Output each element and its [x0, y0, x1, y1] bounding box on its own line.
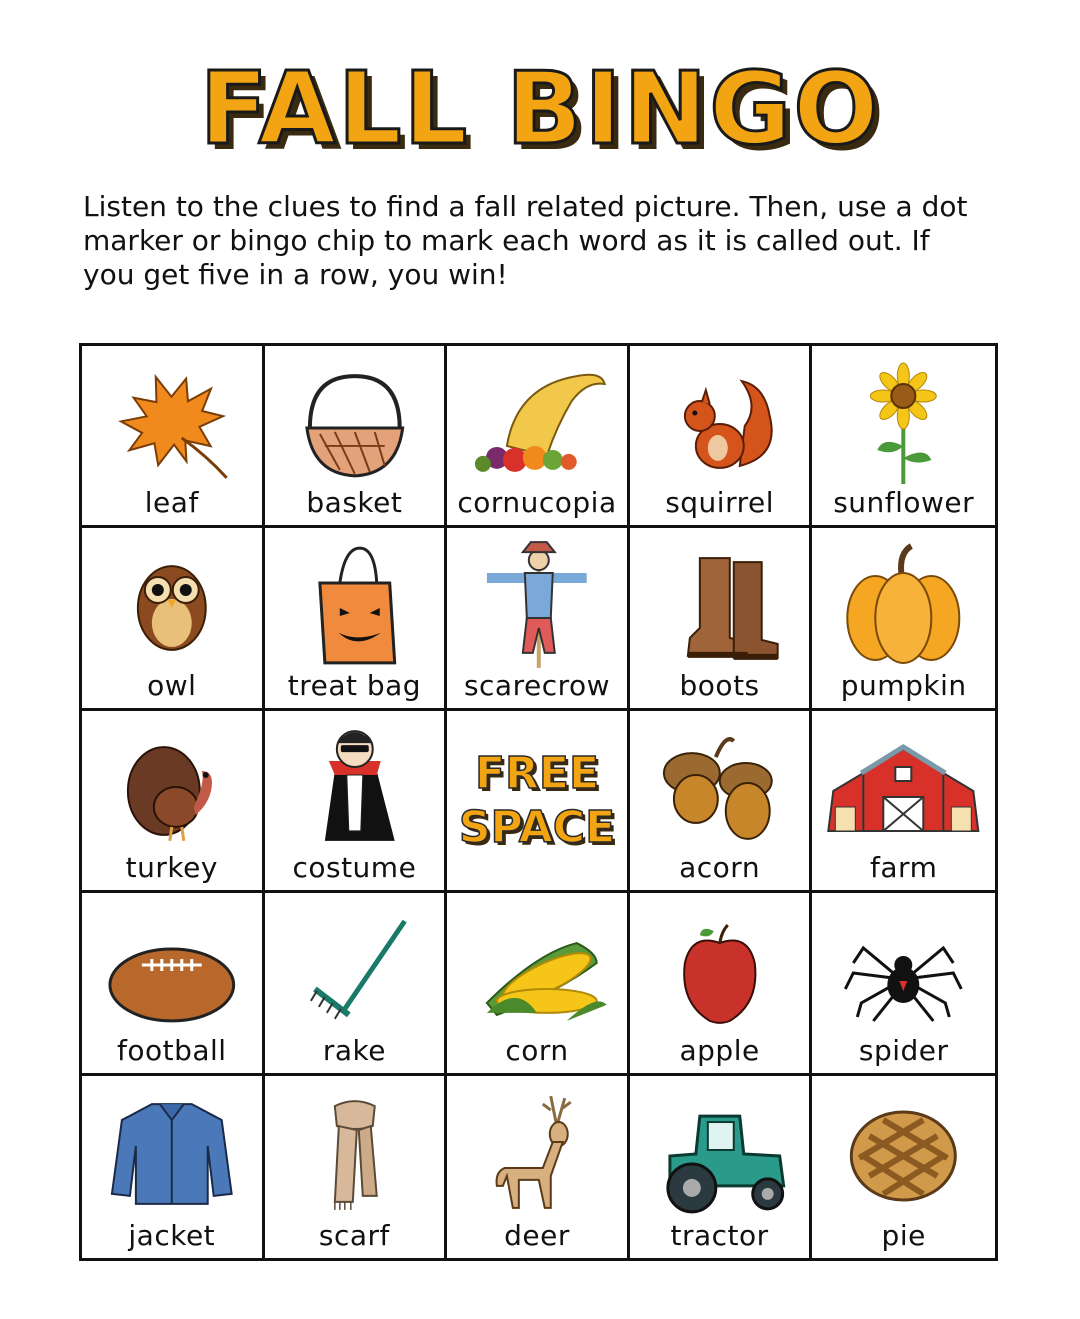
bingo-cell-leaf[interactable] [82, 346, 265, 528]
bingo-cell-owl[interactable] [82, 528, 265, 710]
cell-label: farm [870, 851, 938, 885]
vampire-costume-icon [265, 711, 445, 856]
bingo-cell-farm[interactable] [812, 711, 995, 893]
bingo-cell-pie[interactable] [812, 1076, 995, 1258]
cell-label: rake [322, 1033, 386, 1067]
instructions-text: Listen to the clues to find a fall related picture. Then, use a dot marker or bingo chip to mark each word as it is called out. If you get five in a row, you win! [83, 190, 968, 291]
page-title: FALL BINGO [199, 50, 881, 167]
bingo-cell-acorn[interactable] [630, 711, 813, 893]
bingo-cell-scarf[interactable] [265, 1076, 448, 1258]
cell-label: tractor [670, 1218, 769, 1252]
cell-label: costume [292, 851, 417, 885]
cell-label: sunflower [833, 486, 975, 520]
apple-icon [630, 893, 810, 1038]
pie-icon [812, 1076, 995, 1221]
bingo-cell-sunflower[interactable] [812, 346, 995, 528]
cell-label: pie [881, 1218, 926, 1252]
basket-icon [265, 346, 445, 491]
corn-icon [447, 893, 627, 1038]
cell-label: squirrel [665, 486, 774, 520]
bingo-cell-treat-bag[interactable] [265, 528, 448, 710]
cell-label: basket [306, 486, 403, 520]
bingo-cell-cornucopia[interactable] [447, 346, 630, 528]
bingo-cell-free-space[interactable] [447, 711, 630, 893]
bingo-cell-corn[interactable] [447, 893, 630, 1075]
football-icon [82, 893, 262, 1038]
maple-leaf-icon [82, 346, 262, 491]
cell-label: scarecrow [463, 668, 611, 702]
bingo-cell-spider[interactable] [812, 893, 995, 1075]
cell-label: boots [679, 668, 760, 702]
bingo-cell-apple[interactable] [630, 893, 813, 1075]
scarf-icon [265, 1076, 445, 1221]
bingo-cell-boots[interactable] [630, 528, 813, 710]
bingo-card [79, 343, 998, 1261]
cell-label: acorn [679, 851, 761, 885]
bingo-cell-costume[interactable] [265, 711, 448, 893]
bingo-cell-squirrel[interactable] [630, 346, 813, 528]
cell-label: jacket [128, 1218, 216, 1252]
acorn-icon [630, 711, 810, 856]
bingo-cell-scarecrow[interactable] [447, 528, 630, 710]
treat-bag-icon [265, 528, 445, 673]
cell-label: treat bag [287, 668, 422, 702]
bingo-cell-tractor[interactable] [630, 1076, 813, 1258]
bingo-cell-pumpkin[interactable] [812, 528, 995, 710]
sunflower-icon [812, 346, 995, 491]
cell-label: deer [504, 1218, 570, 1252]
cell-label: cornucopia [457, 486, 617, 520]
bingo-cell-turkey[interactable] [82, 711, 265, 893]
scarecrow-icon [447, 528, 627, 673]
bingo-cell-basket[interactable] [265, 346, 448, 528]
cell-label: turkey [125, 851, 218, 885]
spider-icon [812, 893, 995, 1038]
rake-icon [265, 893, 445, 1038]
turkey-icon [82, 711, 262, 856]
owl-icon [82, 528, 262, 673]
free-space-text: FREE SPACE [458, 747, 616, 853]
denim-jacket-icon [82, 1076, 262, 1221]
bingo-cell-football[interactable] [82, 893, 265, 1075]
cell-label: corn [505, 1033, 569, 1067]
deer-icon [447, 1076, 627, 1221]
cell-label: spider [858, 1033, 949, 1067]
cell-label: apple [679, 1033, 760, 1067]
cell-label: owl [147, 668, 197, 702]
barn-icon [812, 711, 995, 856]
bingo-cell-rake[interactable] [265, 893, 448, 1075]
cell-label: scarf [318, 1218, 390, 1252]
boots-icon [630, 528, 810, 673]
squirrel-icon [630, 346, 810, 491]
cell-label: pumpkin [840, 668, 967, 702]
bingo-cell-jacket[interactable] [82, 1076, 265, 1258]
cell-label: leaf [144, 486, 199, 520]
pumpkin-icon [812, 528, 995, 673]
cell-label: football [117, 1033, 227, 1067]
cornucopia-icon [447, 346, 627, 491]
tractor-icon [630, 1076, 810, 1221]
bingo-cell-deer[interactable] [447, 1076, 630, 1258]
